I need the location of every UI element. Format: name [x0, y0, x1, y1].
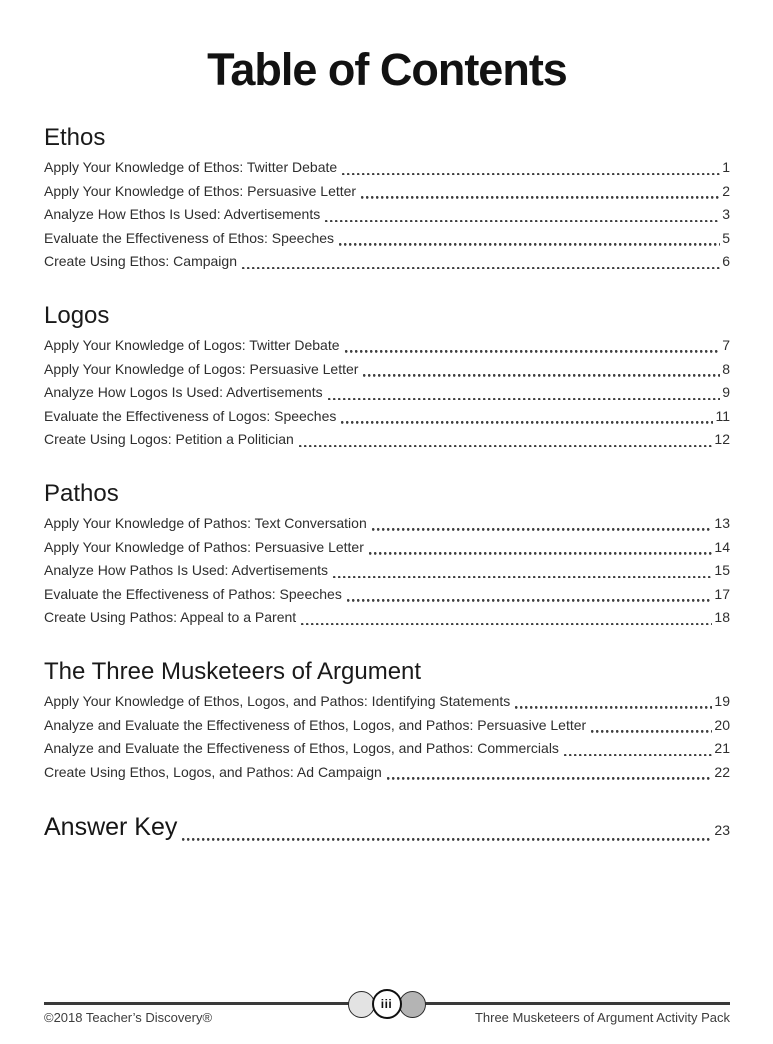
entry-label: Apply Your Knowledge of Logos: Persuasive Letter: [44, 360, 359, 377]
section-heading-three-musketeers: The Three Musketeers of Argument: [44, 657, 422, 685]
entry-page-number: 19: [714, 692, 730, 709]
entry-page-number: 17: [714, 585, 730, 602]
entry-label: Analyze and Evaluate the Effectiveness of Ethos, Logos, and Pathos: Persuasive Letter: [44, 716, 587, 733]
dot-leader: [387, 761, 713, 785]
toc-entry: [44, 714, 730, 738]
entry-page-number: 9: [722, 384, 730, 401]
dot-leader: [564, 737, 712, 761]
badge-right-circle: [399, 991, 426, 1018]
dot-leader: [361, 180, 720, 204]
entry-label: Evaluate the Effectiveness of Pathos: Speeches: [44, 585, 342, 602]
dot-leader: [347, 583, 713, 607]
entry-label: Apply Your Knowledge of Logos: Twitter Debate: [44, 336, 340, 353]
dot-leader: [372, 512, 713, 536]
entry-page-number: 18: [714, 609, 730, 626]
entry-page-number: 8: [722, 360, 730, 377]
toc-entry: [44, 156, 730, 180]
entry-page-number: 13: [714, 514, 730, 531]
entry-page-number: 6: [722, 253, 730, 270]
answer-key-heading: Answer Key: [44, 813, 178, 842]
entry-label: Apply Your Knowledge of Ethos: Twitter Debate: [44, 159, 338, 175]
copyright-text: ©2018 Teacher’s Discovery®: [44, 1010, 213, 1025]
toc-entry: [44, 690, 730, 714]
dot-leader: [369, 536, 713, 560]
dot-leader: [591, 714, 712, 738]
dot-leader: [333, 559, 712, 583]
entry-label: Apply Your Knowledge of Ethos: Persuasive Letter: [44, 182, 357, 199]
dot-leader: [345, 334, 721, 358]
toc-entry: [44, 536, 730, 560]
section-rows: [44, 156, 730, 274]
toc-entry: [44, 203, 730, 227]
section-heading-ethos: Ethos: [44, 124, 106, 151]
toc-entry: [44, 227, 730, 251]
entry-page-number: 3: [722, 206, 730, 223]
entry-page-number: 12: [714, 431, 730, 448]
section-pathos: [44, 479, 730, 630]
answer-key-row: [44, 810, 730, 847]
entry-page-number: 14: [714, 538, 730, 555]
entry-page-number: 15: [714, 562, 730, 579]
toc-entry: [44, 405, 730, 429]
entry-label: Analyze How Pathos Is Used: Advertisements: [44, 562, 329, 579]
dot-leader: [299, 428, 713, 452]
toc-page: [0, 44, 773, 1044]
entry-label: Analyze How Ethos Is Used: Advertisements: [44, 206, 321, 223]
section-rows: [44, 334, 730, 452]
entry-label: Create Using Ethos, Logos, and Pathos: Ad Campaign: [44, 763, 382, 780]
entry-page-number: 22: [714, 763, 730, 780]
section-heading-logos: Logos: [44, 301, 110, 329]
section-rows: [44, 512, 730, 630]
section-heading-pathos: Pathos: [44, 479, 119, 507]
entry-label: Apply Your Knowledge of Pathos: Text Conversation: [44, 514, 367, 531]
entry-label: Evaluate the Effectiveness of Logos: Speeches: [44, 407, 337, 424]
badge-left-circle: [348, 991, 375, 1018]
booklet-title: Three Musketeers of Argument Activity Pack: [474, 1010, 730, 1025]
toc-entry: [44, 250, 730, 274]
page-title: Table of Contents: [207, 44, 567, 95]
dot-leader: [515, 690, 712, 714]
dot-leader: [325, 203, 720, 227]
toc-entry: [44, 334, 730, 358]
toc-content: [0, 44, 773, 847]
entry-page-number: 21: [714, 740, 730, 757]
entry-label: Create Using Logos: Petition a Politician: [44, 431, 294, 448]
entry-label: Analyze and Evaluate the Effectiveness of Ethos, Logos, and Pathos: Commercials: [44, 740, 559, 757]
dot-leader: [341, 405, 713, 429]
toc-entry: [44, 358, 730, 382]
dot-leader: [242, 250, 720, 274]
section-logos: [44, 301, 730, 452]
page-number: iii: [372, 989, 402, 1019]
dot-leader: [328, 381, 721, 405]
entry-label: Evaluate the Effectiveness of Ethos: Speeches: [44, 229, 335, 246]
dot-leader: [342, 156, 720, 180]
page-number-badge: [346, 988, 428, 1020]
dot-leader: [301, 606, 712, 630]
entry-label: Create Using Pathos: Appeal to a Parent: [44, 609, 297, 626]
toc-entry: [44, 428, 730, 452]
toc-entry: [44, 583, 730, 607]
toc-entry: [44, 381, 730, 405]
entry-label: Apply Your Knowledge of Ethos, Logos, and Pathos: Identifying Statements: [44, 692, 511, 709]
section-rows: [44, 690, 730, 784]
toc-entry: [44, 512, 730, 536]
entry-page-number: 11: [715, 407, 730, 424]
entry-page-number: 20: [714, 716, 730, 733]
dot-leader: [363, 358, 720, 382]
entry-label: Analyze How Logos Is Used: Advertisements: [44, 384, 323, 401]
entry-page-number: 7: [722, 336, 730, 353]
toc-entry: [44, 180, 730, 204]
dot-leader: [339, 227, 720, 251]
toc-entry: [44, 559, 730, 583]
toc-entry: [44, 761, 730, 785]
section-three-musketeers: [44, 657, 730, 784]
toc-entry: [44, 606, 730, 630]
entry-page-number: 2: [722, 182, 730, 199]
entry-page-number: 1: [722, 159, 730, 175]
entry-page-number: 23: [714, 822, 730, 839]
dot-leader: [182, 810, 712, 847]
entry-label: Create Using Ethos: Campaign: [44, 253, 237, 270]
toc-entry: [44, 737, 730, 761]
section-ethos: [44, 123, 730, 274]
entry-page-number: 5: [722, 229, 730, 246]
entry-label: Apply Your Knowledge of Pathos: Persuasive Letter: [44, 538, 364, 555]
